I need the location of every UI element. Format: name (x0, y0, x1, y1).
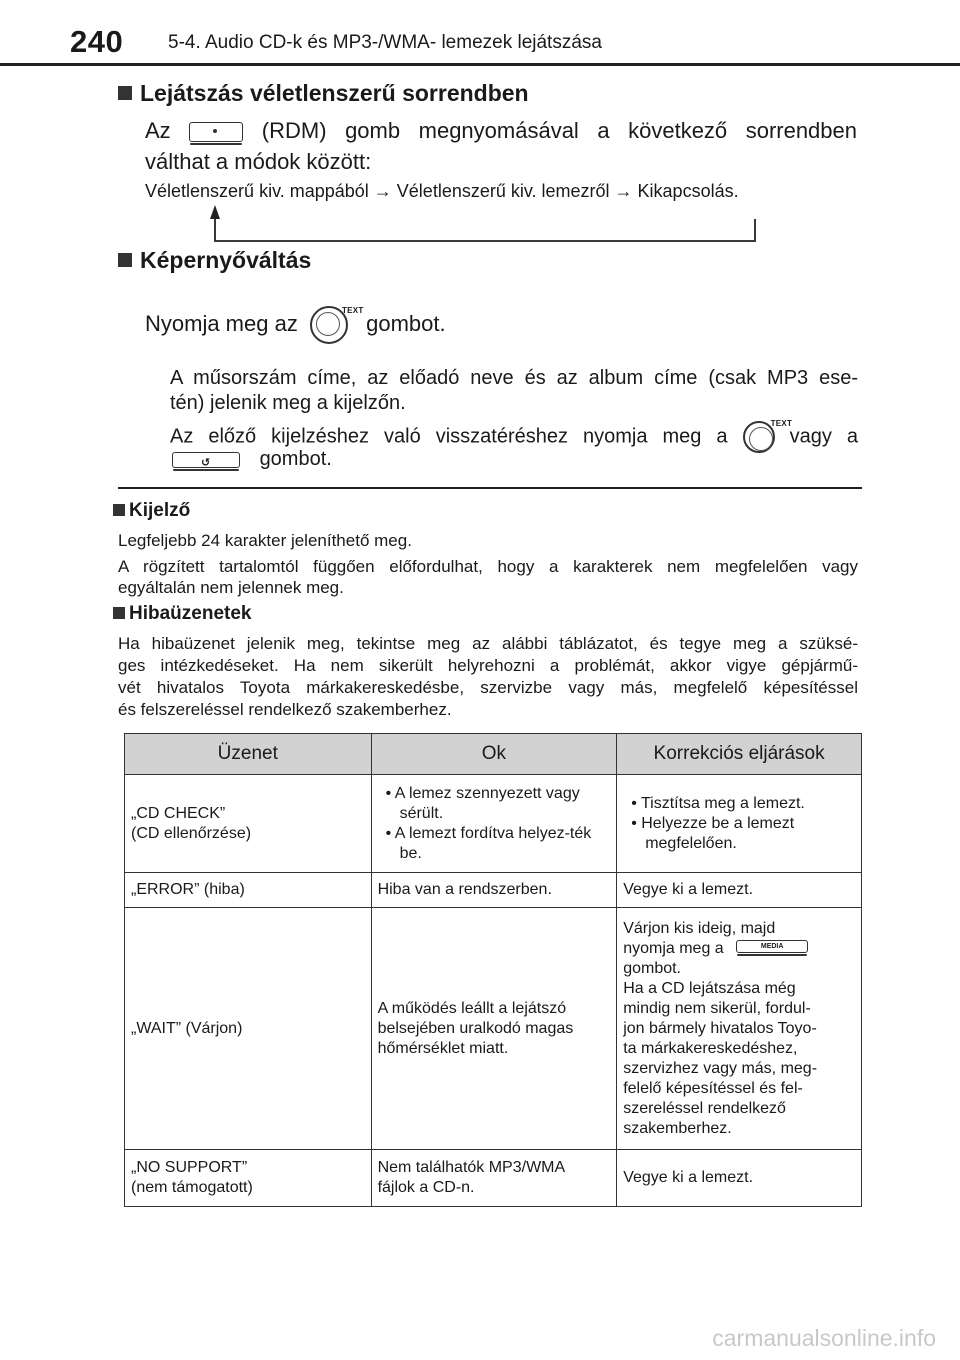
cycle-return-arrow (200, 205, 770, 245)
table-cell: „WAIT” (Várjon) (125, 908, 372, 1150)
random-mode-flow: Véletlenszerű kiv. mappából → Véletlenszerű kiv. lemezről → Kikapcsolás. (145, 181, 739, 201)
table-cell: Hiba van a rendszerben. (371, 873, 617, 908)
table-cell: Vegye ki a lemezt. (617, 873, 862, 908)
hibauzenetek-line4: és felszereléssel rendelkező szakemberhez. (118, 700, 452, 719)
kijelzo-text-2b: egyáltalán nem jelennek meg. (118, 578, 344, 597)
column-header: Üzenet (125, 734, 372, 775)
display-instruction: Nyomja meg az TEXT gombot. (145, 306, 446, 344)
table-cell: • Tisztítsa meg a lemezt. • Helyezze be a lemezt megfelelően. (617, 775, 862, 873)
table-row (125, 775, 862, 873)
column-header: Ok (371, 734, 617, 775)
table-cell: „ERROR” (hiba) (125, 873, 372, 908)
random-instruction-line1: Az (RDM) gomb megnyomásával a következő sorrendben (145, 118, 858, 143)
bullet-square-icon (118, 253, 132, 267)
table-cell: „NO SUPPORT” (nem támogatott) (125, 1150, 372, 1207)
page-number: 240 (70, 24, 124, 59)
table-row (125, 1150, 862, 1207)
display-desc-line1: A műsorszám címe, az előadó neve és az album címe (csak MP3 ese- (170, 367, 858, 389)
table-cell: „CD CHECK” (CD ellenőrzése) (125, 775, 372, 873)
kijelzo-text-2a: A rögzített tartalomtól függően előfordulhat, hogy a karakterek nem megfelelően vagy (118, 557, 858, 576)
hibauzenetek-line2: ges intézkedéseket. Ha nem sikerült helyrehozni a problémát, akkor vigye gépjármű- (118, 656, 858, 675)
table-cell: Vegye ki a lemezt. (617, 1150, 862, 1207)
header-divider (0, 63, 960, 66)
section-heading-random: Lejátszás véletlenszerű sorrendben (118, 80, 529, 107)
table-cell: • A lemez szennyezett vagy sérült. • A lemezt fordítva helyez-ték be. (371, 775, 617, 873)
rdm-button-icon (189, 122, 243, 142)
column-header: Korrekciós eljárások (617, 734, 862, 775)
random-instruction-line2: válthat a módok között: (145, 149, 372, 174)
back-button-icon: ↺ (172, 452, 240, 468)
kijelzo-heading: Kijelző (113, 500, 190, 522)
display-desc-line3: Az előző kijelzéshez való visszatéréshez nyomja meg a TEXT vagy a (170, 421, 858, 453)
table-row (125, 908, 862, 1150)
watermark: carmanualsonline.info (712, 1325, 936, 1351)
hibauzenetek-heading: Hibaüzenetek (113, 603, 251, 625)
bullet-square-icon (113, 504, 125, 516)
hibauzenetek-line1: Ha hibaüzenet jelenik meg, tekintse meg az alábbi táblázatot, és tegye meg a szüksé- (118, 634, 858, 653)
error-message-table (124, 733, 862, 1207)
table-cell: Várjon kis ideig, majd nyomja meg a MEDIA gombot. Ha a CD lejátszása még mindig nem sikerül, fordul- jon bármely hivatalos Toyo- ta márkakereskedéshez, szervizhez vagy más, meg- felelő képesítéssel és fel- szereléssel rendelkező szakemberhez. (617, 908, 862, 1150)
display-desc-line4: ↺ gombot. (172, 446, 332, 472)
kijelzo-text-1: Legfeljebb 24 karakter jeleníthető meg. (118, 531, 412, 550)
table-row (125, 873, 862, 908)
table-cell: Nem találhatók MP3/WMA fájlok a CD-n. (371, 1150, 617, 1207)
text-knob-icon: TEXT (310, 306, 348, 344)
bullet-square-icon (113, 607, 125, 619)
table-cell: A működés leállt a lejátszó belsejében uralkodó magas hőmérséklet miatt. (371, 908, 617, 1150)
hibauzenetek-line3: vét hivatalos Toyota márkakereskedésbe, szervizbe vagy más, megfelelő képesítéssel (118, 678, 858, 697)
display-desc-line2: tén) jelenik meg a kijelzőn. (170, 392, 406, 414)
text-knob-icon: TEXT (743, 421, 775, 453)
chapter-title: 5-4. Audio CD-k és MP3-/WMA- lemezek lejátszása (168, 32, 602, 53)
section-heading-display: Képernyőváltás (118, 247, 311, 274)
bullet-square-icon (118, 86, 132, 100)
table-header-row (125, 734, 862, 775)
media-button-icon: MEDIA (736, 940, 808, 953)
section-divider (118, 487, 862, 489)
